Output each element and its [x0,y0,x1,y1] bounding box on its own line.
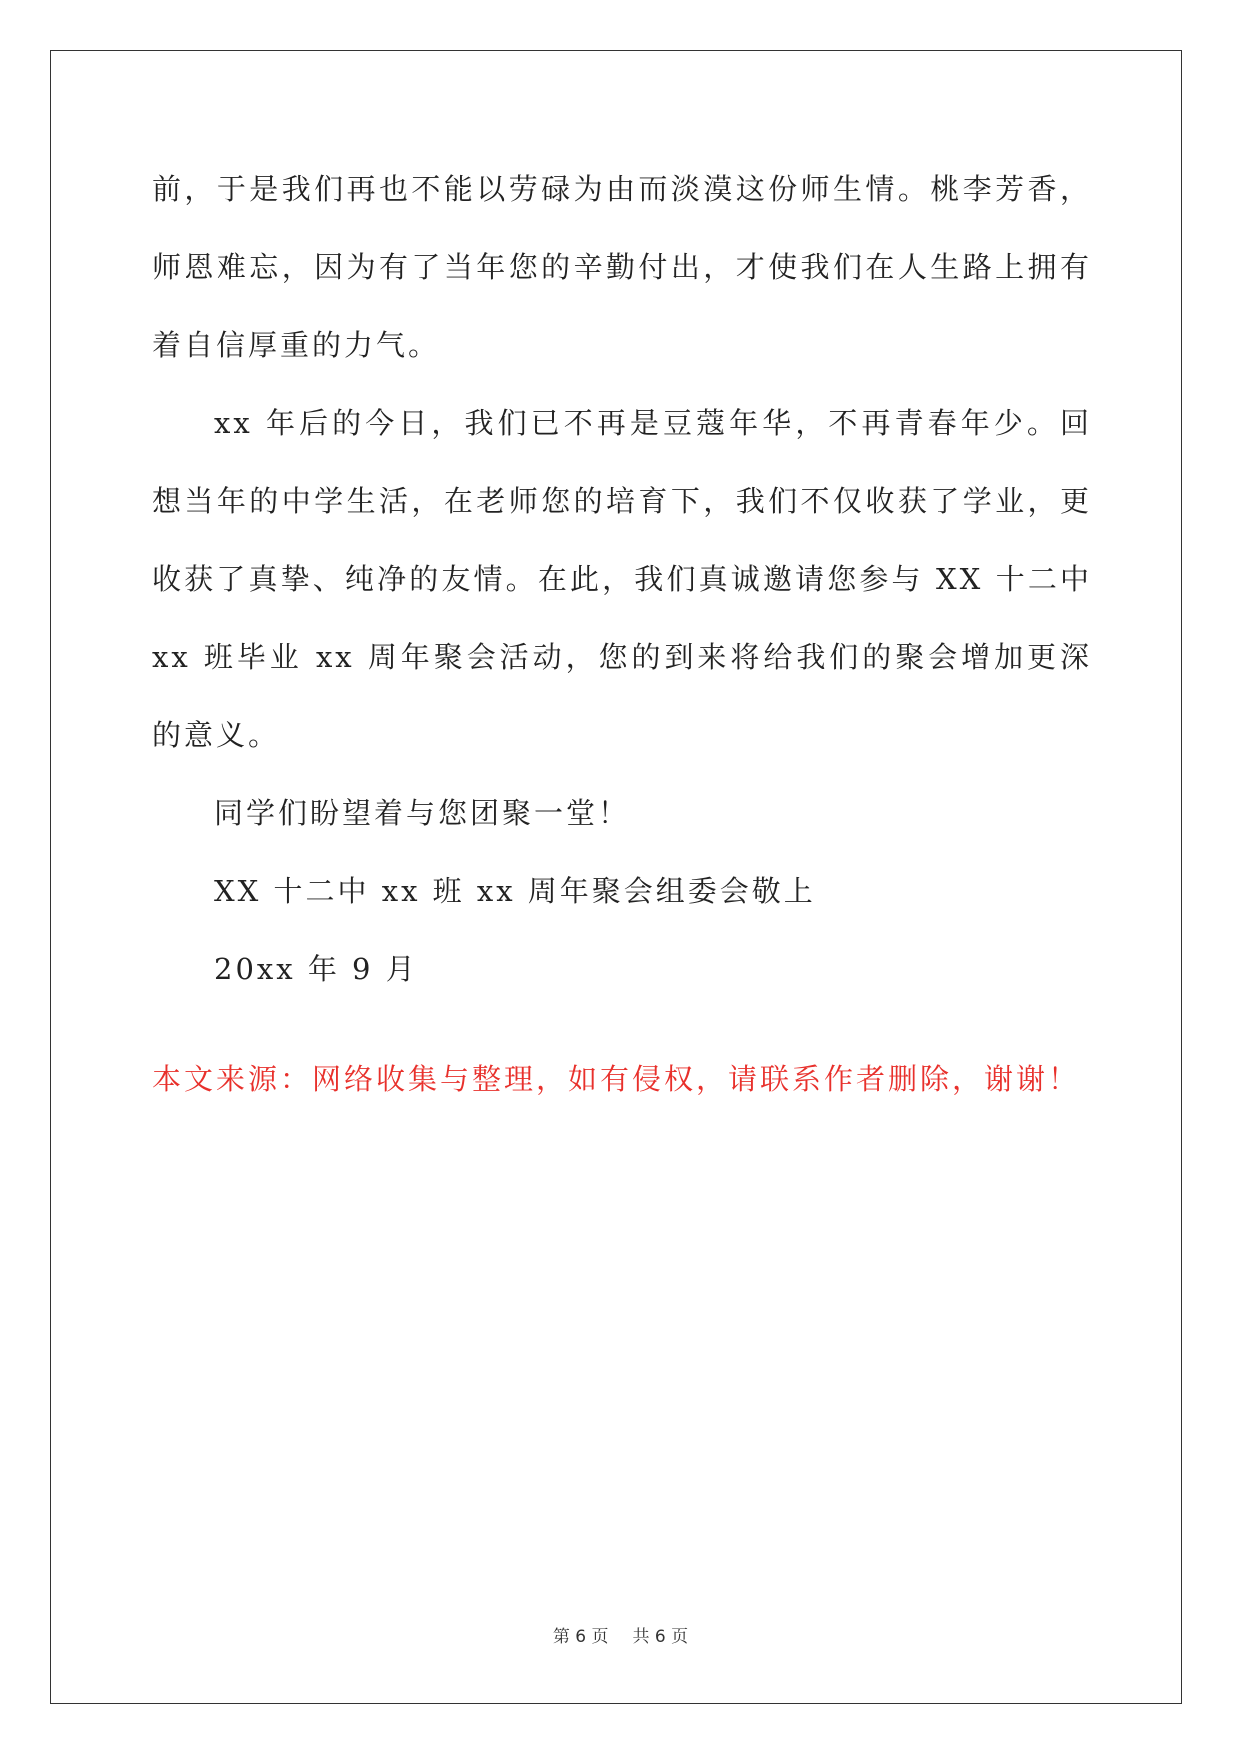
paragraph-reflection: xx 年后的今日，我们已不再是豆蔻年华，不再青春年少。回想当年的中学生活，在老师您的培育下，我们不仅收获了学业，更收获了真挚、纯净的友情。在此，我们真诚邀请您参与 XX 十二中 xx 班毕业 xx 周年聚会活动，您的到来将给我们的聚会增加更深的意义。 [152,406,1092,752]
paragraph-closing: 同学们盼望着与您团聚一堂！ [214,796,631,830]
source-notice: 本文来源：网络收集与整理，如有侵权，请联系作者删除，谢谢！ [152,1062,1081,1096]
page-number: 第 6 页 [552,1627,609,1647]
paragraph-signature: XX 十二中 xx 班 xx 周年聚会组委会敬上 [214,874,816,908]
paragraph-continuation: 前，于是我们再也不能以劳碌为由而淡漠这份师生情。桃李芳香，师恩难忘，因为有了当年您的辛勤付出，才使我们在人生路上拥有着自信厚重的力气。 [152,172,1092,362]
paragraph-date: 20xx 年 9 月 [214,952,418,986]
page-total: 共 6 页 [632,1627,689,1647]
letter-body [152,150,1092,1008]
page-footer [0,1622,1241,1647]
